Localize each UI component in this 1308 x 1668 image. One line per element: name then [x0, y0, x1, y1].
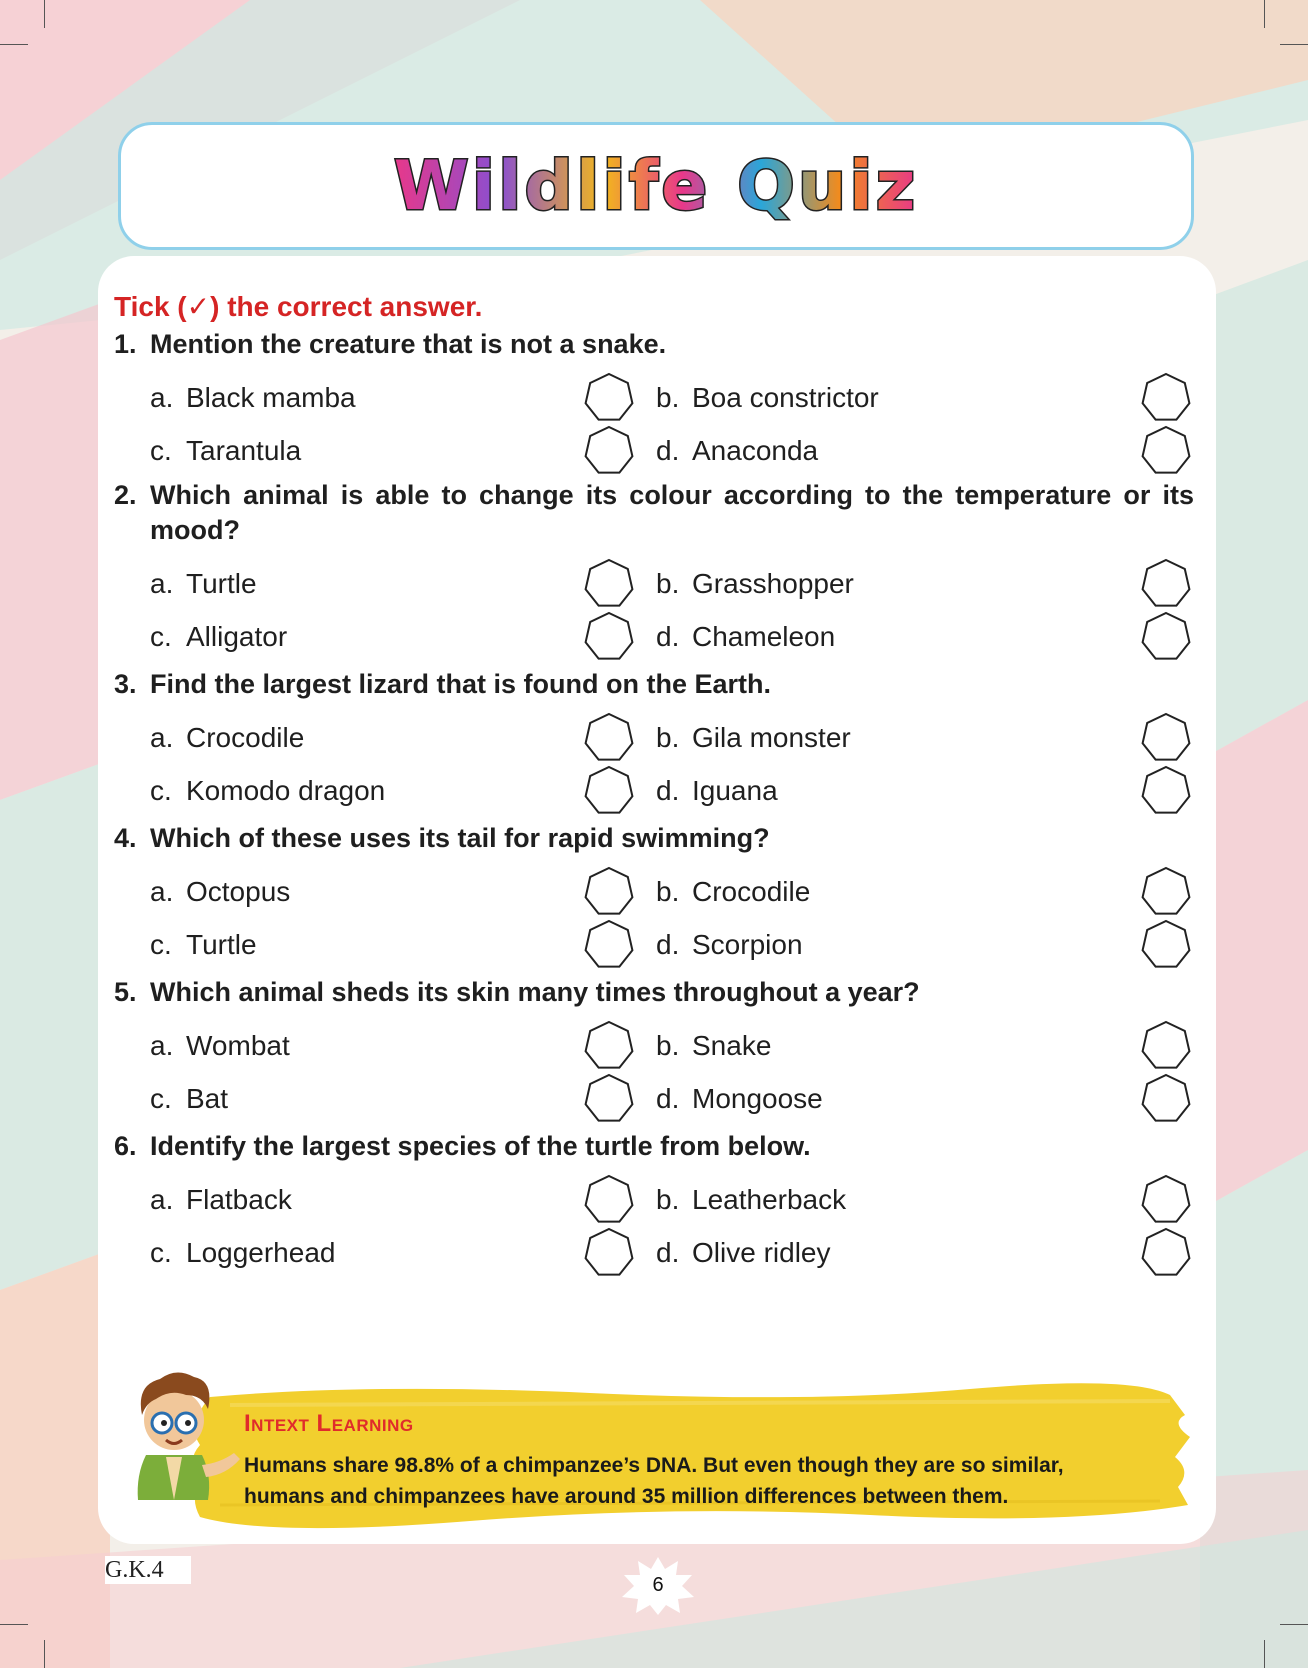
option-4-b — [656, 874, 810, 910]
option-text: Iguana — [692, 775, 778, 806]
heptagon-icon — [1138, 1018, 1194, 1074]
option-text: Turtle — [186, 929, 257, 960]
tick-box-4-c[interactable] — [581, 917, 637, 973]
question-text: Which animal sheds its skin many times throughout a year? — [150, 977, 920, 1007]
option-text: Octopus — [186, 876, 291, 907]
heptagon-icon — [581, 710, 637, 766]
heptagon-icon — [581, 1018, 637, 1074]
option-text: Komodo dragon — [186, 775, 386, 806]
option-4-a — [150, 874, 290, 910]
option-5-b — [656, 1028, 771, 1064]
question-number: 5. — [114, 977, 137, 1007]
heptagon-icon — [1138, 609, 1194, 665]
title-text: Wildlife Quiz — [393, 147, 919, 226]
heptagon-icon — [1138, 763, 1194, 819]
option-1-c — [150, 433, 301, 469]
tick-box-3-d[interactable] — [1138, 763, 1194, 819]
option-text: Chameleon — [692, 621, 836, 652]
option-letter: d. — [656, 1237, 680, 1268]
option-text: Tarantula — [186, 435, 302, 466]
tick-box-6-a[interactable] — [581, 1172, 637, 1228]
tick-box-5-b[interactable] — [1138, 1018, 1194, 1074]
option-3-b — [656, 720, 851, 756]
question-5 — [114, 975, 1194, 1010]
option-1-b — [656, 380, 879, 416]
option-5-a — [150, 1028, 290, 1064]
heptagon-icon — [1138, 864, 1194, 920]
option-letter: b. — [656, 1184, 680, 1215]
tick-box-6-d[interactable] — [1138, 1225, 1194, 1281]
option-letter: b. — [656, 722, 680, 753]
option-letter: a. — [150, 1030, 174, 1061]
option-text: Flatback — [186, 1184, 292, 1215]
tick-box-2-d[interactable] — [1138, 609, 1194, 665]
heptagon-icon — [581, 609, 637, 665]
option-text: Black mamba — [186, 382, 356, 413]
option-letter: a. — [150, 722, 174, 753]
heptagon-icon — [1138, 370, 1194, 426]
tick-box-4-d[interactable] — [1138, 917, 1194, 973]
heptagon-icon — [1138, 556, 1194, 612]
tick-box-5-c[interactable] — [581, 1071, 637, 1127]
heptagon-icon — [581, 556, 637, 612]
option-5-c — [150, 1081, 228, 1117]
crop-mark — [0, 1624, 28, 1625]
option-letter: d. — [656, 621, 680, 652]
page-title — [121, 125, 1191, 247]
option-letter: b. — [656, 568, 680, 599]
title-banner — [118, 122, 1194, 250]
question-text: Find the largest lizard that is found on the Earth. — [150, 669, 772, 699]
option-text: Boa constrictor — [692, 382, 879, 413]
question-text: Mention the creature that is not a snake. — [150, 329, 667, 359]
question-1 — [114, 327, 1194, 362]
heptagon-icon — [581, 763, 637, 819]
crop-mark — [1280, 1624, 1308, 1625]
option-letter: d. — [656, 775, 680, 806]
page-number: 6 — [652, 1574, 664, 1596]
tick-box-4-b[interactable] — [1138, 864, 1194, 920]
option-letter: c. — [150, 621, 172, 652]
option-text: Snake — [692, 1030, 772, 1061]
option-letter: d. — [656, 435, 680, 466]
option-letter: c. — [150, 435, 172, 466]
option-letter: c. — [150, 929, 172, 960]
crop-mark — [44, 1640, 45, 1668]
option-text: Grasshopper — [692, 568, 854, 599]
heptagon-icon — [581, 423, 637, 479]
option-6-b — [656, 1182, 846, 1218]
option-text: Anaconda — [692, 435, 819, 466]
crop-mark — [1264, 0, 1265, 28]
option-2-c — [150, 619, 287, 655]
option-letter: a. — [150, 382, 174, 413]
question-2 — [114, 478, 1194, 548]
option-3-a — [150, 720, 304, 756]
heptagon-icon — [1138, 1225, 1194, 1281]
question-number: 2. — [114, 480, 137, 510]
option-letter: b. — [656, 382, 680, 413]
book-code: G.K.4 — [105, 1556, 191, 1584]
tick-box-2-b[interactable] — [1138, 556, 1194, 612]
option-3-c — [150, 773, 385, 809]
option-text: Mongoose — [692, 1083, 823, 1114]
option-text: Gila monster — [692, 722, 851, 753]
tick-box-1-a[interactable] — [581, 370, 637, 426]
intext-learning-body: Humans share 98.8% of a chimpanzee’s DNA. But even though they are so similar, humans and chimpanzees have around 35 million differences between them. — [244, 1454, 1064, 1508]
option-1-d — [656, 433, 818, 469]
tick-box-6-b[interactable] — [1138, 1172, 1194, 1228]
heptagon-icon — [1138, 1172, 1194, 1228]
instruction-text: Tick (✓) the correct answer. — [114, 291, 483, 322]
heptagon-icon — [581, 1172, 637, 1228]
option-letter: a. — [150, 1184, 174, 1215]
heptagon-icon — [581, 1071, 637, 1127]
option-letter: c. — [150, 1237, 172, 1268]
option-text: Turtle — [186, 568, 257, 599]
tick-box-3-b[interactable] — [1138, 710, 1194, 766]
crop-mark — [0, 44, 28, 45]
heptagon-icon — [1138, 423, 1194, 479]
tick-box-2-a[interactable] — [581, 556, 637, 612]
option-2-d — [656, 619, 835, 655]
tick-box-5-a[interactable] — [581, 1018, 637, 1074]
heptagon-icon — [581, 1225, 637, 1281]
crop-mark — [1280, 44, 1308, 45]
option-letter: c. — [150, 775, 172, 806]
tick-box-3-a[interactable] — [581, 710, 637, 766]
option-text: Leatherback — [692, 1184, 847, 1215]
tick-box-4-a[interactable] — [581, 864, 637, 920]
option-text: Olive ridley — [692, 1237, 831, 1268]
option-6-d — [656, 1235, 830, 1271]
cartoon-boy-illustration — [116, 1365, 246, 1500]
tick-box-2-c[interactable] — [581, 609, 637, 665]
option-3-d — [656, 773, 778, 809]
option-text: Crocodile — [186, 722, 305, 753]
tick-box-1-d[interactable] — [1138, 423, 1194, 479]
tick-box-5-d[interactable] — [1138, 1071, 1194, 1127]
option-letter: d. — [656, 929, 680, 960]
option-letter: d. — [656, 1083, 680, 1114]
heptagon-icon — [581, 917, 637, 973]
crop-mark — [1264, 1640, 1265, 1668]
question-4 — [114, 821, 1194, 856]
option-6-c — [150, 1235, 335, 1271]
heptagon-icon — [1138, 1071, 1194, 1127]
question-text: Identify the largest species of the turtle from below. — [150, 1131, 811, 1161]
question-6 — [114, 1129, 1194, 1164]
option-6-a — [150, 1182, 292, 1218]
option-letter: a. — [150, 568, 174, 599]
question-number: 1. — [114, 329, 137, 359]
heptagon-icon — [581, 864, 637, 920]
option-letter: b. — [656, 1030, 680, 1061]
crop-mark — [44, 0, 45, 28]
option-letter: a. — [150, 876, 174, 907]
tick-box-3-c[interactable] — [581, 763, 637, 819]
option-text: Bat — [186, 1083, 229, 1114]
option-text: Crocodile — [692, 876, 811, 907]
tick-box-1-b[interactable] — [1138, 370, 1194, 426]
option-text: Wombat — [186, 1030, 290, 1061]
intext-learning-title: Intext Learning — [244, 1410, 414, 1437]
question-3 — [114, 667, 1194, 702]
question-number: 3. — [114, 669, 137, 699]
option-letter: b. — [656, 876, 680, 907]
option-4-d — [656, 927, 803, 963]
tick-box-6-c[interactable] — [581, 1225, 637, 1281]
page-number-badge — [620, 1555, 696, 1615]
heptagon-icon — [1138, 917, 1194, 973]
option-5-d — [656, 1081, 823, 1117]
heptagon-icon — [581, 370, 637, 426]
option-text: Loggerhead — [186, 1237, 336, 1268]
option-text: Scorpion — [692, 929, 803, 960]
option-2-a — [150, 566, 257, 602]
tick-box-1-c[interactable] — [581, 423, 637, 479]
option-2-b — [656, 566, 854, 602]
option-letter: c. — [150, 1083, 172, 1114]
question-text: Which of these uses its tail for rapid swimming? — [150, 823, 770, 853]
option-text: Alligator — [186, 621, 288, 652]
question-number: 4. — [114, 823, 137, 853]
question-number: 6. — [114, 1131, 137, 1161]
option-4-c — [150, 927, 257, 963]
option-1-a — [150, 380, 356, 416]
heptagon-icon — [1138, 710, 1194, 766]
question-text: Which animal is able to change its colour according to the temperature or its mood? — [150, 480, 1194, 545]
